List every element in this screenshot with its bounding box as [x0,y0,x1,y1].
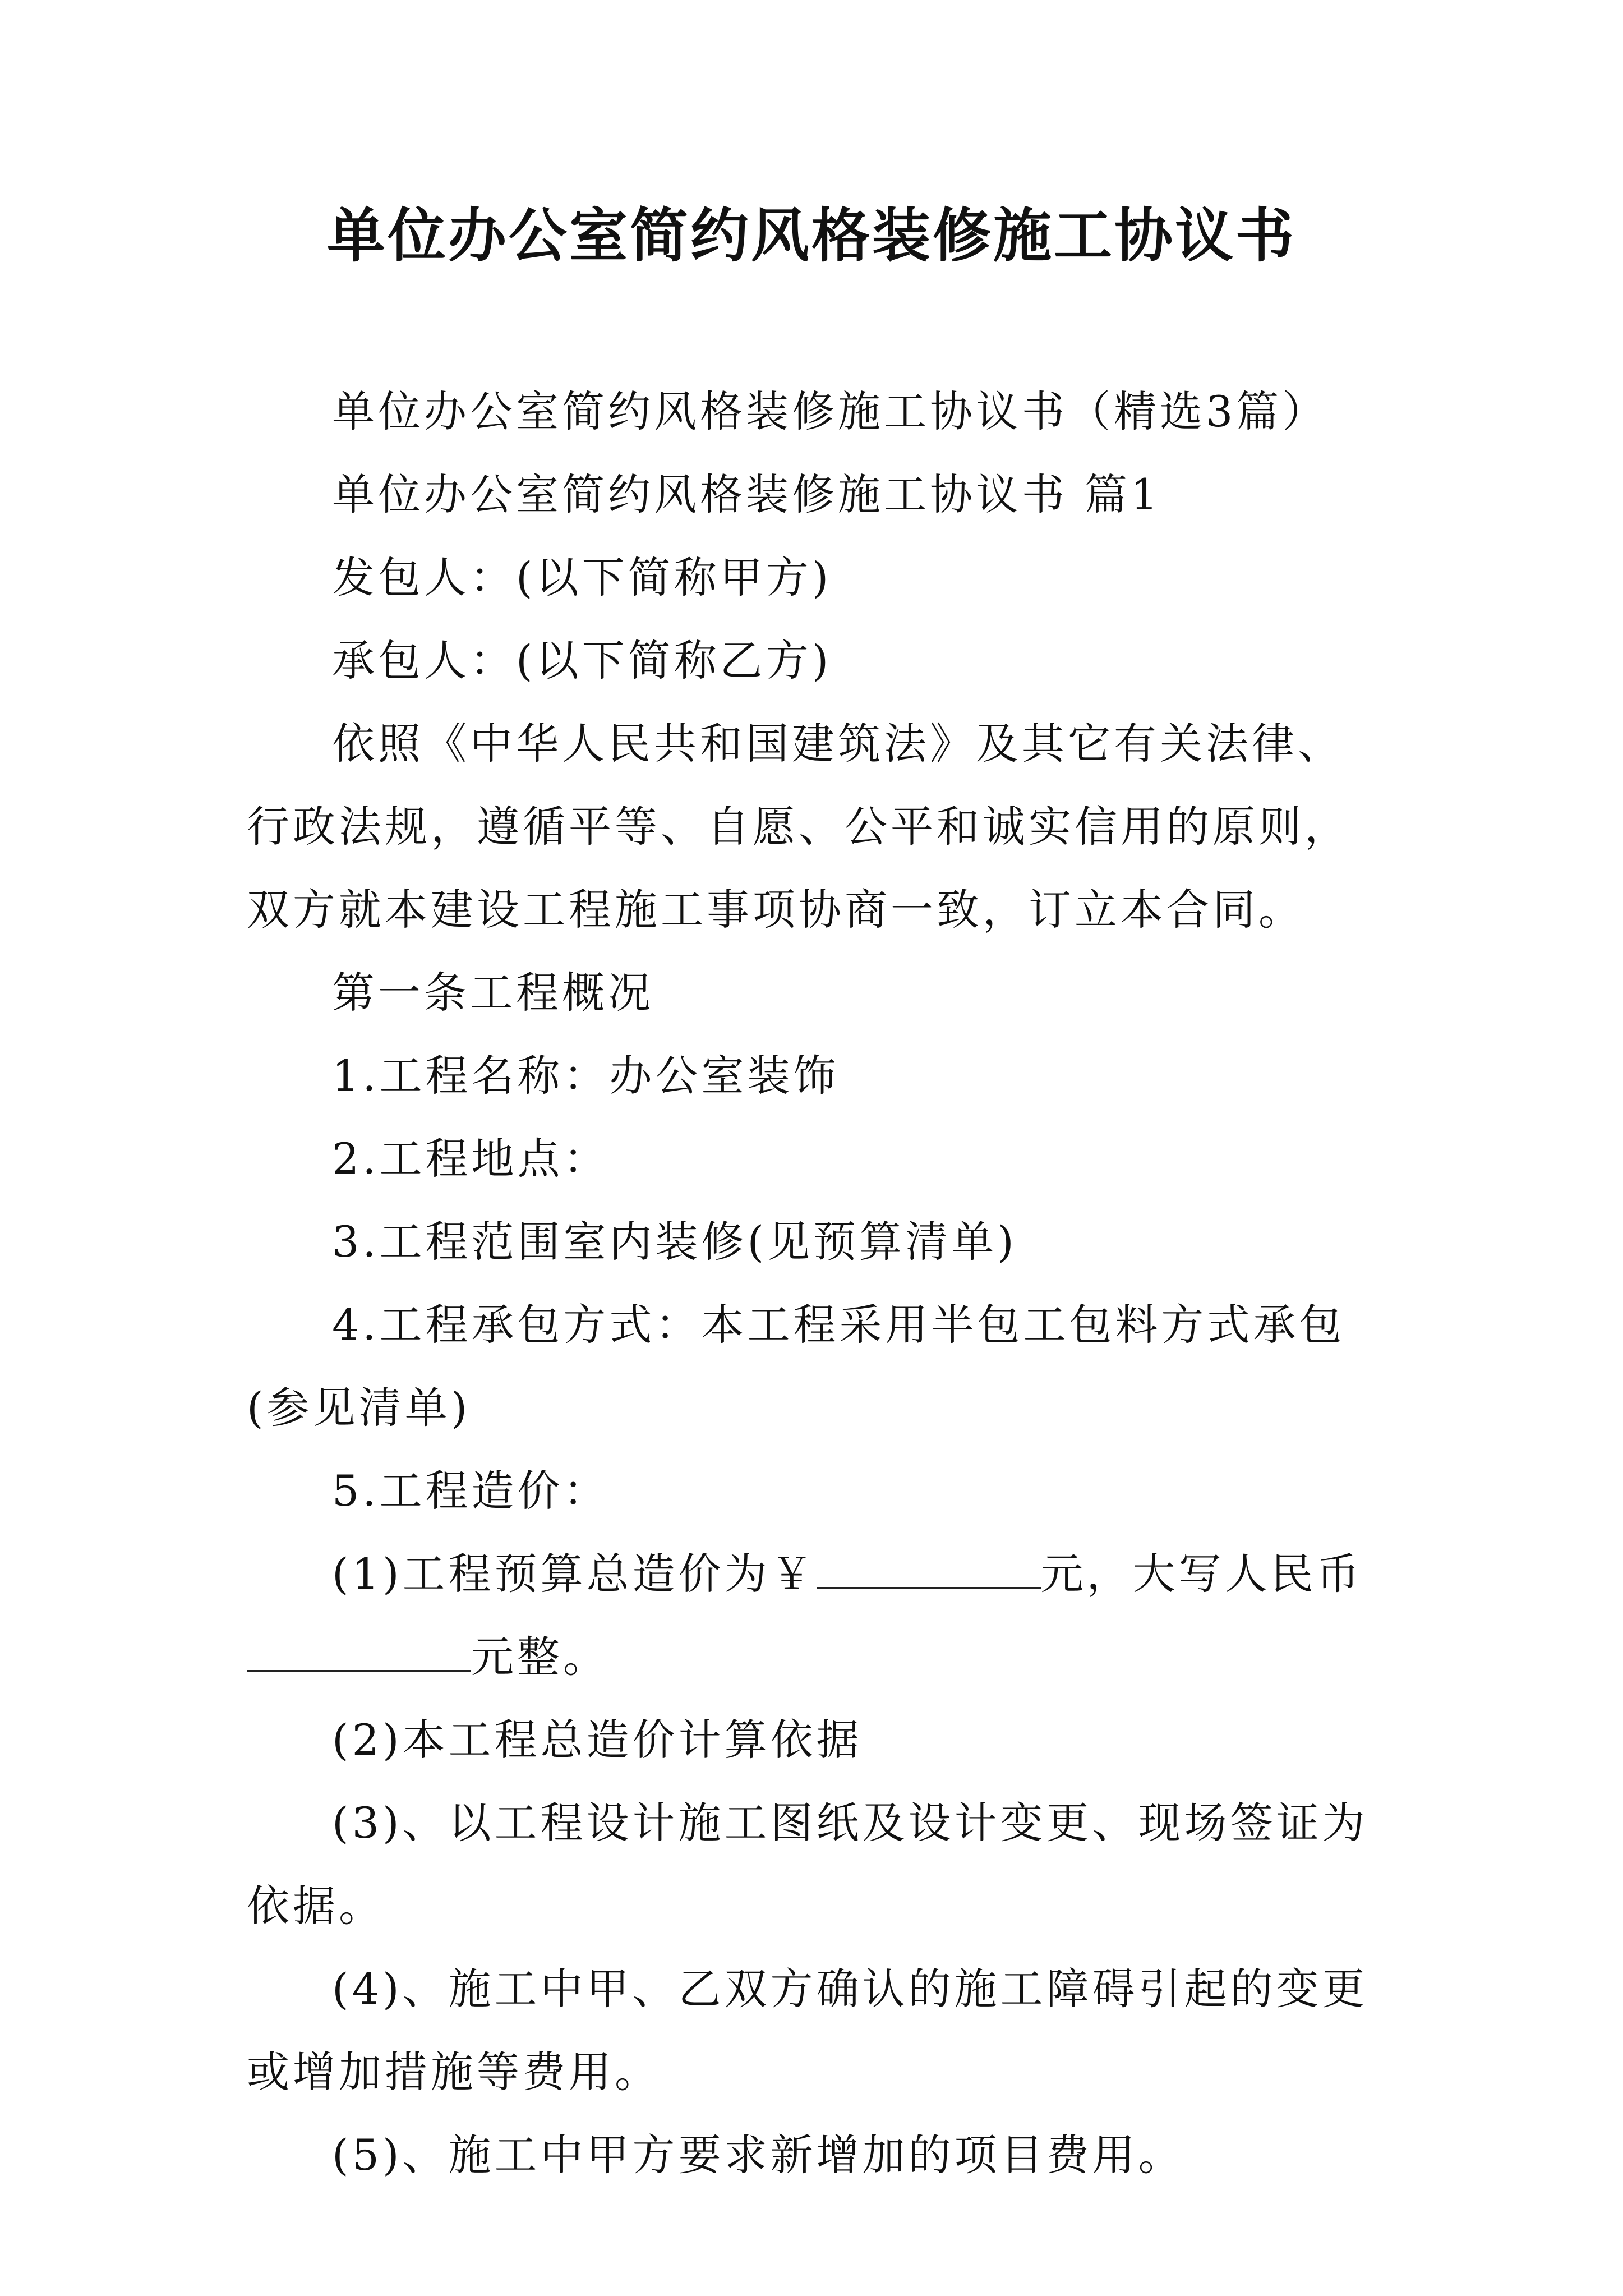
paragraph-article-one: 第一条工程概况 [332,968,654,1018]
paragraph-project-location: 2.工程地点： [332,1134,610,1184]
budget-total-middle: 元，大写人民币 [1040,1549,1363,1599]
budget-total-suffix: 元整。 [471,1632,609,1682]
paragraph-contractor: 承包人：(以下简称乙方) [332,636,832,685]
amount-blank-line [817,1548,1041,1589]
paragraph-collection-title: 单位办公室简约风格装修施工协议书（精选3篇） [332,386,1329,436]
paragraph-project-name: 1.工程名称：办公室装饰 [332,1051,840,1101]
budget-total-prefix: (1)工程预算总造价为￥ [332,1549,817,1599]
document-body [247,370,1380,2197]
paragraph-project-cost: 5.工程造价： [332,1466,610,1516]
paragraph-employer: 发包人：(以下简称甲方) [332,553,832,602]
paragraph-basis-drawings: (3)、以工程设计施工图纸及设计变更、现场签证为依据。 [247,1798,1368,1931]
paragraph-budget-total [247,1533,1380,1699]
amount-in-words-blank-line [247,1631,471,1672]
paragraph-cost-basis: (2)本工程总造价计算依据 [332,1715,863,1765]
paragraph-basis-new-items: (5)、施工中甲方要求新增加的项目费用。 [332,2130,1184,2180]
paragraph-project-scope: 3.工程范围室内装修(见预算清单) [332,1217,1017,1267]
document-title: 单位办公室简约风格装修施工协议书 [326,201,1296,270]
paragraph-basis-obstacles: (4)、施工中甲、乙双方确认的施工障碍引起的变更或增加措施等费用。 [247,1964,1368,2097]
paragraph-legal-basis: 依照《中华人民共和国建筑法》及其它有关法律、行政法规，遵循平等、自愿、公平和诚实信用的原则，双方就本建设工程施工事项协商一致，订立本合同。 [247,719,1350,935]
paragraph-section-title: 单位办公室简约风格装修施工协议书 篇1 [332,470,1161,519]
paragraph-contract-method: 4.工程承包方式：本工程采用半包工包料方式承包(参见清单) [247,1300,1345,1433]
